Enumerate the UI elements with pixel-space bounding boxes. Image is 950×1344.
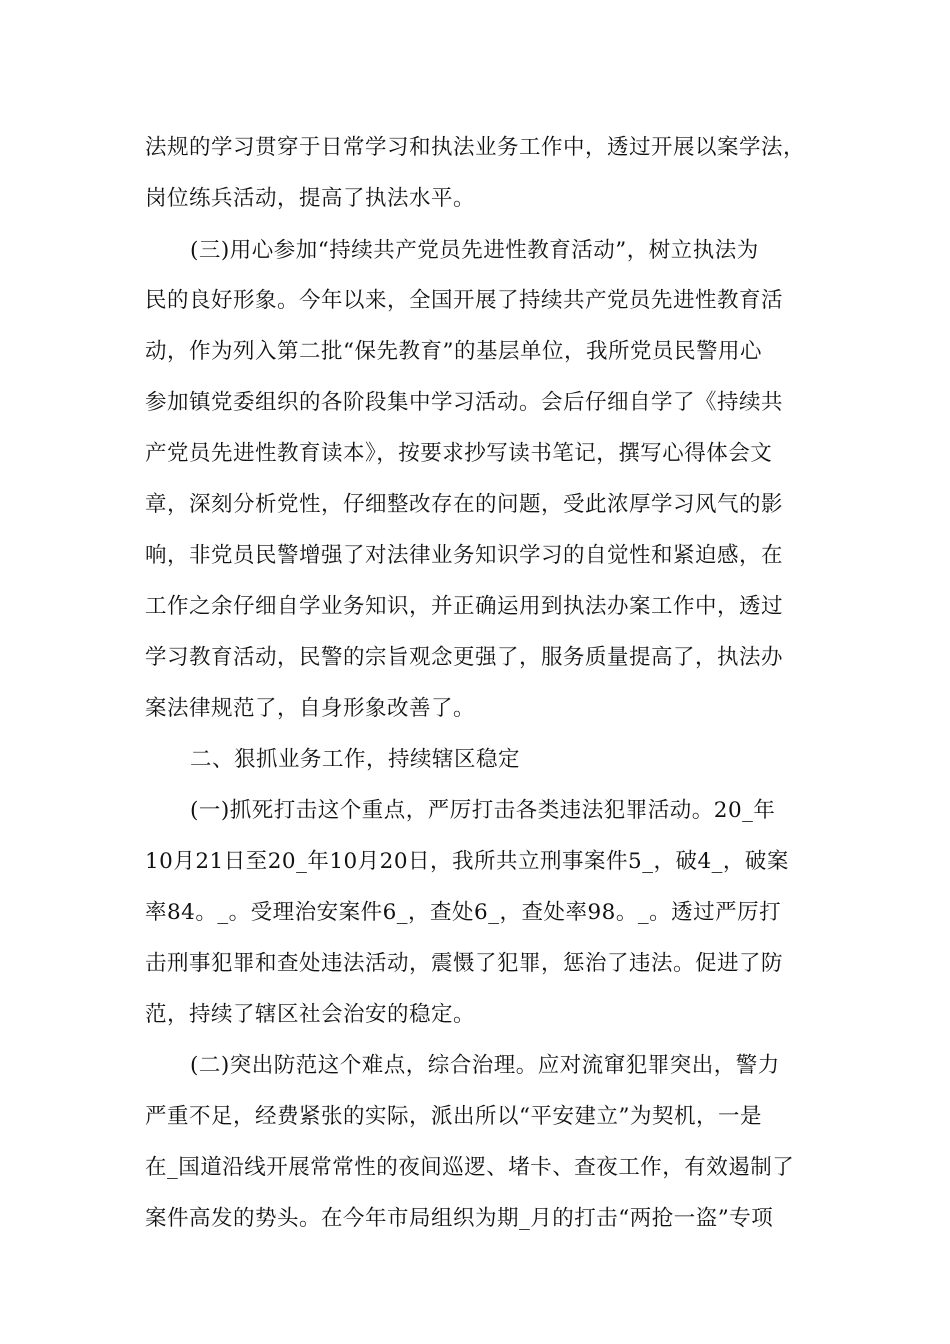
text-line: 章，深刻分析党性，仔细整改存在的问题，受此浓厚学习风气的影	[145, 492, 784, 517]
text-line: 参加镇党委组织的各阶段集中学习活动。会后仔细自学了《持续共	[145, 390, 784, 415]
text-line: 范，持续了辖区社会治安的稳定。	[145, 1002, 476, 1027]
text-line: 响，非党员民警增强了对法律业务知识学习的自觉性和紧迫感，在	[145, 543, 784, 568]
text-line: 10月21日至20_年10月20日，我所共立刑事案件5_，破4_，破案	[145, 849, 789, 874]
text-line: 严重不足，经费紧张的实际，派出所以“平安建立”为契机，一是	[145, 1104, 762, 1129]
text-line: 产党员先进性教育读本》，按要求抄写读书笔记，撰写心得体会文	[145, 441, 773, 466]
text-line: 学习教育活动，民警的宗旨观念更强了，服务质量提高了，执法办	[145, 645, 784, 670]
text-line: 法规的学习贯穿于日常学习和执法业务工作中，透过开展以案学法，	[145, 135, 806, 160]
text-line: 岗位练兵活动，提高了执法水平。	[145, 186, 476, 211]
text-line: 工作之余仔细自学业务知识，并正确运用到执法办案工作中，透过	[145, 594, 784, 619]
text-line: 案件高发的势头。在今年市局组织为期_月的打击“两抢一盗”专项	[145, 1206, 774, 1231]
section-heading: 二、狠抓业务工作，持续辖区稳定	[190, 747, 521, 772]
text-line: 动，作为列入第二批“保先教育”的基层单位，我所党员民警用心	[145, 339, 762, 364]
paragraph-start-line: (二)突出防范这个难点，综合治理。应对流窜犯罪突出，警力	[190, 1053, 780, 1078]
text-line: 在_国道沿线开展常常性的夜间巡逻、堵卡、查夜工作，有效遏制了	[145, 1155, 795, 1180]
paragraph-start-line: (一)抓死打击这个重点，严厉打击各类违法犯罪活动。20_年	[190, 798, 776, 823]
text-line: 击刑事犯罪和查处违法活动，震慑了犯罪，惩治了违法。促进了防	[145, 951, 784, 976]
paragraph-start-line: (三)用心参加“持续共产党员先进性教育活动”，树立执法为	[190, 238, 759, 263]
text-line: 率84。_。受理治安案件6_，查处6_，查处率98。_。透过严厉打	[145, 900, 782, 925]
text-line: 民的良好形象。今年以来，全国开展了持续共产党员先进性教育活	[145, 288, 784, 313]
text-line: 案法律规范了，自身形象改善了。	[145, 696, 476, 721]
